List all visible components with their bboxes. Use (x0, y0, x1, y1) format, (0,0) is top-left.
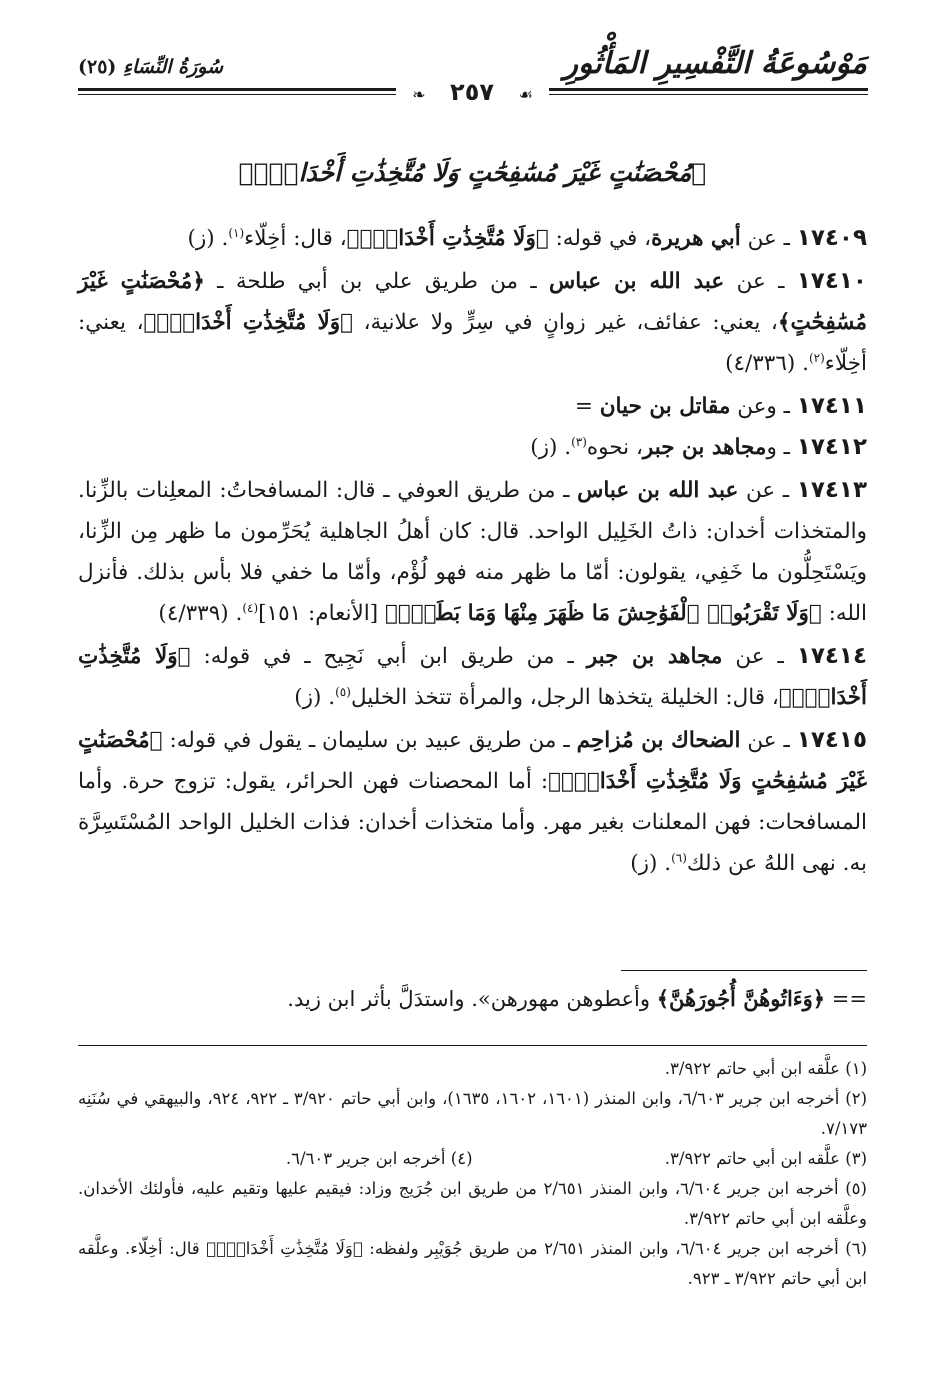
entry-text: ، يعني: عفائف، غير زوانٍ في سِرٍّ ولا علانية، (353, 310, 778, 335)
narrator-name: عبد الله بن عباس (549, 269, 725, 294)
book-title: مَوْسُوعَةُ التَّفْسِيرِ المَأْثُورِ (563, 46, 867, 81)
continuation-marker: == (831, 987, 867, 1011)
quran-quote: ﴿مُحْصَنَٰتٍ غَيْرَ مُسَٰفِحَٰتٍ﴾ (78, 269, 868, 335)
footnote-ref: (٢) (808, 350, 825, 365)
footnote-ref: (٦) (671, 850, 687, 865)
narration-entry (78, 261, 867, 384)
entry-text: ، قال: أخِلّاء (244, 226, 347, 251)
footnote-rule (78, 1045, 867, 1046)
entry-text: ـ وعن (730, 394, 790, 419)
page-number: ٢٥٧ (442, 78, 502, 106)
quran-quote: ﴿وَءَاتُوهُنَّ أُجُورَهُنَّ﴾ (656, 986, 826, 1011)
verse-number: (٢٥) (78, 56, 117, 78)
entry-text: ـ عن (740, 728, 790, 753)
entry-text: ـ عن (738, 478, 790, 503)
footnote-ref: (٤) (242, 600, 259, 615)
quran-quote: ﴿وَلَا مُتَّخِذَٰتِ أَخْدَانٍۚ﴾ (346, 226, 549, 251)
entry-text: : أما المحصنات فهن الحرائر، يقول: تزوج حرة. وأما المسافحات: فهن المعلنات بغير مهر. وأما متخذات أخدان: فذات الخليل الواحد المُسْتَسِرَّة به. نهى اللهُ عن ذلك (78, 769, 867, 876)
entry-text: ، قال: الخليلة يتخذها الرجل، والمرأة تتخذ الخليل (350, 685, 779, 710)
entry-number: ١٧٤١٥ (796, 727, 867, 753)
page-number-box (396, 78, 548, 106)
footnote-ref: (١) (228, 225, 245, 240)
source-code: . (ز) (294, 685, 336, 710)
narration-entry (78, 720, 867, 884)
narration-entry (78, 386, 867, 427)
entry-number: ١٧٤١٢ (796, 434, 867, 460)
footnotes (78, 1054, 867, 1294)
narrator-name: مقاتل بن حيان (599, 394, 731, 419)
entry-text: ـ من طريق علي بن أبي طلحة ـ (204, 269, 550, 294)
narrator-name: مجاهد بن جبر (642, 435, 767, 460)
entry-text: ، نحوه (586, 435, 643, 460)
footnote-ref: (٣) (571, 434, 587, 449)
footnote: (٦) أخرجه ابن جرير ٦/٦٠٤، وابن المنذر ٢/٦٥١ من طريق جُوَيْبِر ولفظه: ﴿وَلَا مُتَّخِذَٰتِ أَخْدَانٍۚ﴾ قال: أخِلّاء. وعلَّقه ابن أبي حاتم ٣/٩٢٢ ـ ٩٢٣. (78, 1239, 867, 1288)
footnote: (٥) أخرجه ابن جرير ٦/٦٠٤، وابن المنذر ٢/٦٥١ من طريق ابن جُرَيج وزاد: فيقيم عليها وتقيم عليه، فأولئك الأخدان. وعلَّقه ابن أبي حاتم ٣/٩٢٢. (78, 1179, 867, 1228)
footnote: (١) علَّقه ابن أبي حاتم ٣/٩٢٢. (664, 1059, 867, 1078)
entry-number: ١٧٤١٤ (796, 643, 867, 669)
quran-quote: ﴿مُحْصَنَٰتٍ غَيْرَ مُسَٰفِحَٰتٍ وَلَا مُتَّخِذَٰتِ أَخْدَانٍۚ﴾ (78, 728, 867, 794)
entry-number: ١٧٤١٠ (796, 268, 867, 294)
entry-text: ، يعني: أخِلّاء (78, 310, 867, 376)
ornament-right-icon: ☙ (510, 85, 540, 104)
continuation-separator (621, 970, 867, 971)
source-code: . (٤/٣٣٩) (158, 601, 243, 626)
verse-heading: ﴿مُحْصَنَٰتٍ غَيْرَ مُسَٰفِحَٰتٍ وَلَا مُتَّخِذَٰتِ أَخْدَانٍۚ﴾ (238, 158, 707, 187)
quran-quote: ﴿وَلَا مُتَّخِذَٰتِ أَخْدَانٍۚ﴾ (78, 644, 867, 710)
entry-text: ، في قوله: (548, 226, 652, 251)
footnote-pair (78, 1144, 867, 1174)
narrator-name: الضحاك بن مُزاحِم (576, 728, 741, 753)
entry-text: = (574, 394, 600, 419)
surah-name: سُورَةُ النِّسَاءِ (123, 56, 224, 78)
entry-number: ١٧٤١٣ (796, 477, 867, 503)
footnote: (٤) أخرجه ابن جرير ٦/٦٠٣. (285, 1149, 473, 1168)
entry-text: ـ عن (740, 226, 790, 251)
quran-quote: ﴿وَلَا مُتَّخِذَٰتِ أَخْدَانٍۚ﴾ (143, 310, 354, 335)
surah-label (78, 56, 223, 78)
entry-text: ـ من طريق عبيد بن سليمان ـ يقول في قوله: (162, 728, 577, 753)
ornament-left-icon: ❧ (404, 85, 433, 104)
entry-text: ـ عن (724, 269, 785, 294)
narrator-name: أبي هريرة (651, 226, 741, 251)
footnote-ref: (٥) (335, 684, 351, 699)
source-code: . (ز) (530, 435, 572, 460)
surah-citation: [الأنعام: ١٥١] (258, 601, 385, 626)
continuation-text: وأعطوهن مهورهن». واستدَلَّ بأثر ابن زيد. (287, 987, 657, 1011)
quran-quote: ﴿وَلَا تَقْرَبُوا۟ ٱلْفَوَٰحِشَ مَا ظَهَرَ مِنْهَا وَمَا بَطَنَۖ﴾ (384, 601, 822, 626)
entry-number: ١٧٤١١ (796, 393, 867, 419)
narrator-name: مجاهد بن جبر (586, 644, 723, 669)
narration-list (78, 218, 867, 884)
footnote: (٢) أخرجه ابن جرير ٦/٦٠٣، وابن المنذر (١٦٠١، ١٦٠٢، ١٦٣٥)، وابن أبي حاتم ٣/٩٢٠ ـ ٩٢٢، ٩٢٤، والبيهقي في سُنَنِه ٧/١٧٣. (78, 1089, 868, 1138)
footnote: (٣) علَّقه ابن أبي حاتم ٣/٩٢٢. (664, 1149, 867, 1168)
source-code: . (ز) (187, 226, 229, 251)
source-code: . (ز) (630, 851, 672, 876)
page-number-band (0, 78, 945, 106)
narration-entry (78, 427, 867, 468)
narrator-name: عبد الله بن عباس (577, 478, 739, 503)
narration-entry (78, 470, 867, 634)
narration-entry (78, 636, 867, 718)
continuation-note (60, 980, 867, 1018)
entry-text: ـ و (766, 435, 790, 460)
entry-text: ـ عن (722, 644, 784, 669)
entry-text: ـ من طريق العوفي ـ قال: المسافحاتُ: المعلِنات بالزِّنا. والمتخذات أخدان: ذاتُ الخَلِيل الواحد. قال: كان أهلُ الجاهلية يُحَرِّمون ما ظهر مِن الزِّنا، ويَسْتَحِلُّون ما خَفِي، يقولون: أمّا ما ظهر منه فهو لُؤْم، وأمّا ما خفي فلا بأس بذلك. فأنزل الله: (78, 478, 867, 626)
source-code: . (٤/٣٣٦) (725, 351, 809, 376)
narration-entry (78, 218, 867, 259)
entry-text: ـ من طريق ابن أبي نَجِيح ـ في قوله: (190, 644, 587, 669)
entry-number: ١٧٤٠٩ (796, 225, 867, 251)
